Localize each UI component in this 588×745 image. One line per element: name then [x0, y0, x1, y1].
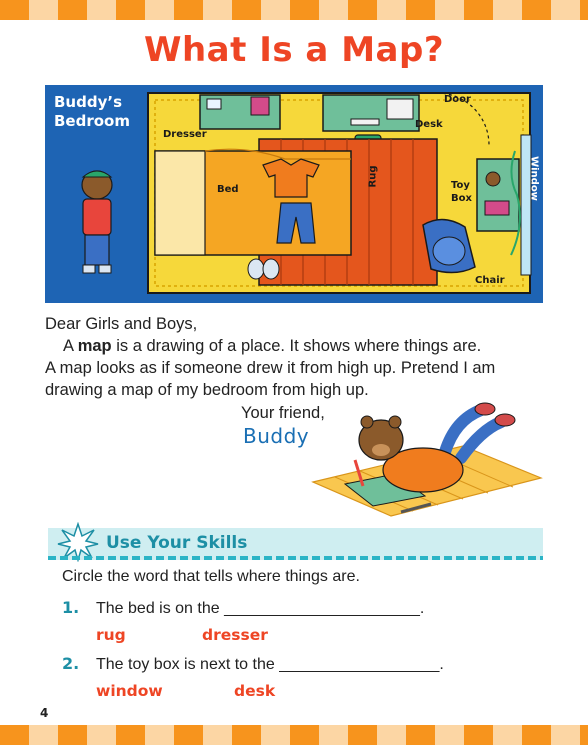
map-label-toy: Toy [451, 180, 470, 191]
letter-line1-post: is a drawing of a place. It shows where things are. [111, 337, 482, 355]
bottom-stripe-border [0, 725, 588, 745]
map-label-toy-box [451, 179, 472, 205]
page-title: What Is a Map? [143, 30, 445, 70]
map-title-line1: Buddy’s [54, 93, 122, 111]
question-text: The toy box is next to the __________________. [96, 656, 444, 673]
map-title-line2: Bedroom [54, 112, 130, 130]
letter-greeting: Dear Girls and Boys, [45, 315, 198, 333]
question-1 [62, 598, 424, 618]
map-label-window: Window [528, 156, 540, 201]
bedroom-map [45, 85, 543, 303]
map-label-box: Box [451, 193, 472, 204]
map-label-bed: Bed [217, 184, 239, 195]
map-label-rug: Rug [367, 165, 379, 188]
buddy-drawing-illustration [305, 400, 545, 520]
answer-option-desk[interactable]: desk [234, 682, 276, 700]
map-label-door: Door [444, 94, 471, 105]
use-your-skills-header [48, 528, 543, 560]
map-label-dresser: Dresser [163, 129, 207, 140]
question-text: The bed is on the ______________________. [96, 600, 425, 617]
top-stripe-border [0, 0, 588, 20]
question-number: 1. [62, 598, 80, 617]
skills-dashed-underline [48, 556, 543, 560]
answer-option-window[interactable]: window [96, 682, 163, 700]
map-title [54, 93, 130, 131]
letter-line2: A map looks as if someone drew it from high up. Pretend I am [45, 359, 496, 377]
letter-line3: drawing a map of my bedroom from high up. [45, 381, 369, 399]
answer-option-rug[interactable]: rug [96, 626, 126, 644]
question-2 [62, 654, 444, 674]
letter-line1-pre: A [63, 337, 78, 355]
keyword-map: map [77, 337, 112, 355]
skills-heading: Use Your Skills [106, 533, 248, 553]
letter-signature: Buddy [243, 424, 310, 448]
answer-option-dresser[interactable]: dresser [202, 626, 268, 644]
letter-closing: Your friend, [241, 404, 325, 422]
map-label-chair: Chair [475, 275, 505, 286]
question-number: 2. [62, 654, 80, 673]
letter-body [45, 313, 545, 401]
page-number: 4 [40, 706, 49, 720]
map-label-desk: Desk [415, 119, 443, 130]
letter-line1 [45, 335, 545, 357]
skills-instruction: Circle the word that tells where things are. [62, 568, 360, 585]
